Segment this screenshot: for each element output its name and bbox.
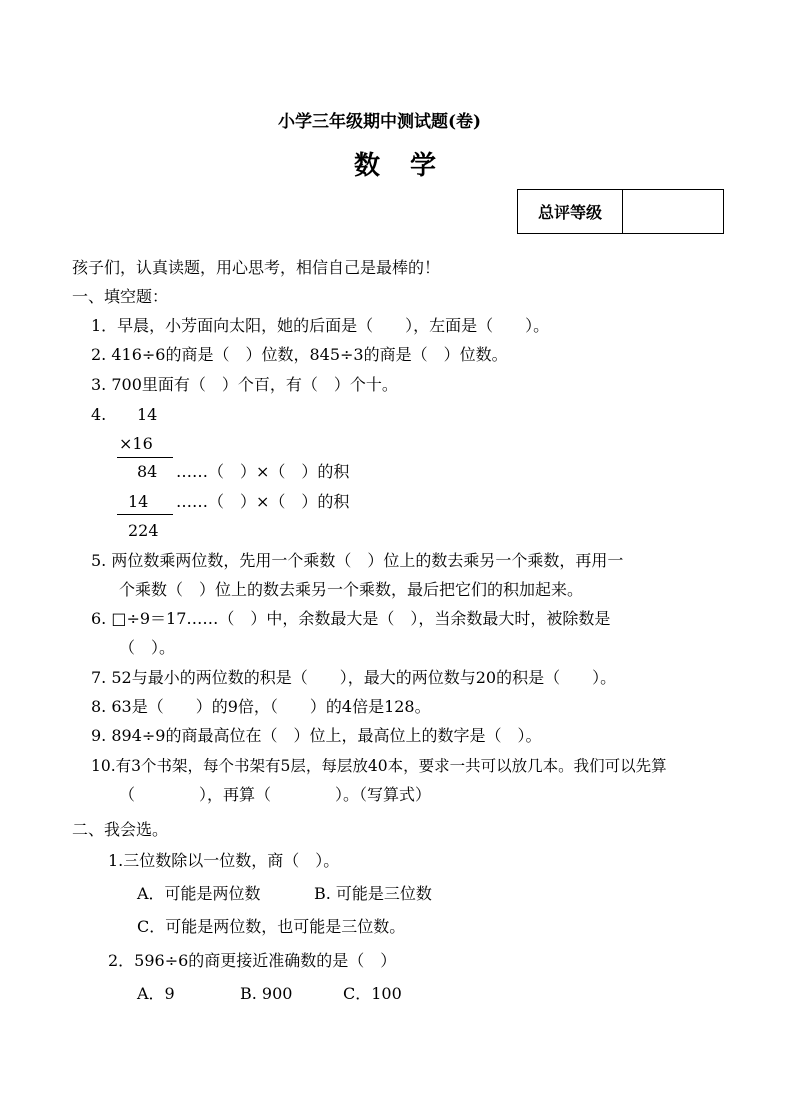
q4-product: 224 xyxy=(128,521,159,540)
q2-2-option-a: A．9 xyxy=(137,984,175,1003)
question-1-9: 9. 894÷9的商最高位在（ ）位上，最高位上的数字是（ ）。 xyxy=(91,726,542,745)
question-1-5-line-1: 5. 两位数乘两位数，先用一个乘数（ ）位上的数去乘另一个乘数，再用一 xyxy=(91,551,624,570)
subject-char-1: 数 xyxy=(354,151,383,181)
question-1-7: 7. 52与最小的两位数的积是（ ），最大的两位数与20的积是（ ）。 xyxy=(91,668,617,687)
question-1-2: 2. 416÷6的商是（ ）位数，845÷3的商是（ ）位数。 xyxy=(91,345,508,364)
q2-2-option-b: B. 900 xyxy=(240,984,293,1003)
q4-partial-2: 14 xyxy=(128,492,149,511)
q2-2-option-c: C．100 xyxy=(343,984,402,1003)
question-2-1: 1.三位数除以一位数，商（ ）。 xyxy=(108,851,340,870)
question-2-2: 2．596÷6的商更接近准确数的是（ ） xyxy=(108,951,397,970)
question-1-6-line-1: 6. □÷9＝17……（ ）中，余数最大是（ ），当余数最大时，被除数是 xyxy=(91,609,611,628)
exam-subtitle: 小学三年级期中测试题(卷) xyxy=(278,112,482,132)
q4-partial-2-note: ……（ ）×（ ）的积 xyxy=(176,492,350,511)
section1-title: 一、填空题： xyxy=(72,287,169,306)
q2-1-option-b: B. 可能是三位数 xyxy=(314,884,432,903)
q4-partial-1: 84 xyxy=(137,462,158,481)
grade-box xyxy=(517,189,724,234)
q2-1-option-a: A．可能是两位数 xyxy=(137,884,261,903)
section2-title: 二、我会选。 xyxy=(72,820,169,839)
q4-multiplier: ×16 xyxy=(119,434,153,453)
question-1-6-line-2: （ ）。 xyxy=(119,638,176,657)
q2-1-option-c: C．可能是两位数，也可能是三位数。 xyxy=(137,917,406,936)
q4-rule-1 xyxy=(117,457,173,458)
question-1-8: 8. 63是（ ）的9倍，（ ）的4倍是128。 xyxy=(91,697,431,716)
question-1-1: 1．早晨，小芳面向太阳，她的后面是（ ），左面是（ ）。 xyxy=(91,316,550,335)
subject-char-2: 学 xyxy=(410,151,439,181)
question-1-4-number: 4. xyxy=(91,405,107,424)
question-1-10-line-2: （ ），再算（ ）。（写算式） xyxy=(119,785,432,804)
grade-label: 总评等级 xyxy=(518,190,623,233)
grade-value-cell[interactable] xyxy=(623,190,723,233)
question-1-10-line-1: 10.有3个书架，每个书架有5层，每层放40本，要求一共可以放几本。我们可以先算 xyxy=(91,757,667,775)
question-1-5-line-2: 个乘数（ ）位上的数去乘另一个乘数，最后把它们的积加起来。 xyxy=(119,580,584,599)
question-1-3: 3. 700里面有（ ）个百，有（ ）个十。 xyxy=(91,375,398,394)
q4-multiplicand: 14 xyxy=(137,405,158,424)
q4-rule-2 xyxy=(117,514,173,515)
intro-text: 孩子们，认真读题，用心思考，相信自己是最棒的！ xyxy=(72,258,441,277)
q4-partial-1-note: ……（ ）×（ ）的积 xyxy=(176,462,350,481)
